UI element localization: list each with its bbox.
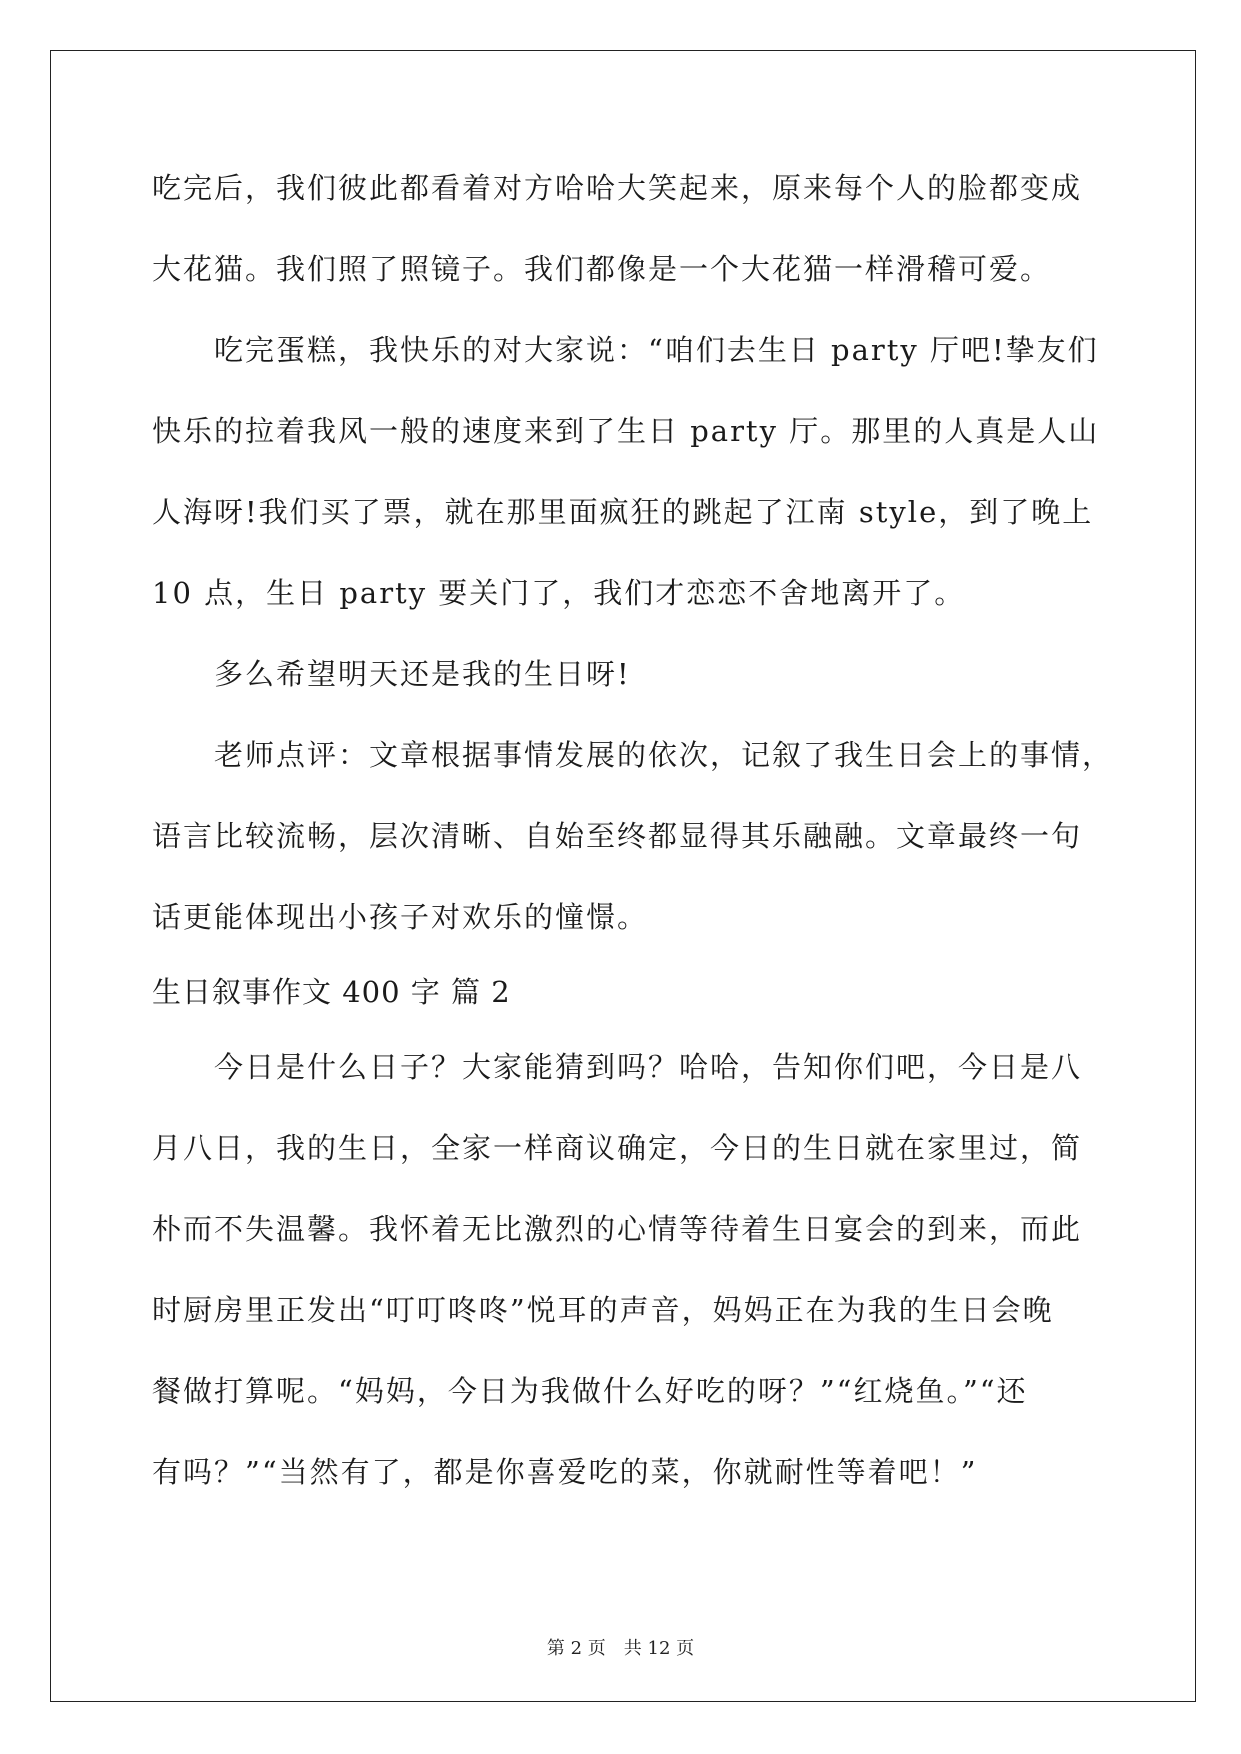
text-line: 快乐的拉着我风一般的速度来到了生日 party 厅。那里的人真是人山 bbox=[152, 414, 1100, 448]
text-line: 大花猫。我们照了照镜子。我们都像是一个大花猫一样滑稽可爱。 bbox=[152, 252, 1052, 286]
text-line: 朴而不失温馨。我怀着无比激烈的心情等待着生日宴会的到来，而此 bbox=[152, 1212, 1083, 1246]
text-line: 今日是什么日子？大家能猜到吗？哈哈，告知你们吧，今日是八 bbox=[214, 1050, 1083, 1084]
text-line: 10 点，生日 party 要关门了，我们才恋恋不舍地离开了。 bbox=[152, 576, 966, 610]
current-page-number: 第 2 页 bbox=[546, 1638, 606, 1659]
text-line: 有吗？”“当然有了，都是你喜爱吃的菜，你就耐性等着吧！” bbox=[152, 1455, 978, 1489]
text-line: 吃完蛋糕，我快乐的对大家说：“咱们去生日 party 厅吧!挚友们 bbox=[214, 333, 1099, 367]
text-line: 多么希望明天还是我的生日呀! bbox=[214, 657, 631, 691]
text-line: 餐做打算呢。“妈妈，今日为我做什么好吃的呀？”“红烧鱼。”“还 bbox=[152, 1374, 1028, 1408]
paragraph bbox=[152, 1027, 1092, 1513]
paragraph bbox=[152, 634, 1092, 715]
text-line: 老师点评：文章根据事情发展的依次，记叙了我生日会上的事情， bbox=[214, 738, 1114, 772]
paragraph bbox=[152, 715, 1114, 958]
text-line: 月八日，我的生日，全家一样商议确定，今日的生日就在家里过，简 bbox=[152, 1131, 1083, 1165]
paragraph bbox=[152, 148, 1092, 310]
section-heading: 生日叙事作文 400 字 篇 2 bbox=[152, 975, 511, 1009]
page-footer bbox=[0, 1634, 1241, 1660]
text-line: 吃完后，我们彼此都看着对方哈哈大笑起来，原来每个人的脸都变成 bbox=[152, 171, 1083, 205]
text-line: 时厨房里正发出“叮叮咚咚”悦耳的声音，妈妈正在为我的生日会晚 bbox=[152, 1293, 1054, 1327]
document-body bbox=[152, 148, 1114, 1513]
text-line: 话更能体现出小孩子对欢乐的憧憬。 bbox=[152, 900, 649, 934]
text-line: 语言比较流畅，层次清晰、自始至终都显得其乐融融。文章最终一句 bbox=[152, 819, 1083, 853]
paragraph bbox=[152, 310, 1100, 634]
total-page-count: 共 12 页 bbox=[623, 1638, 695, 1659]
text-line: 人海呀!我们买了票，就在那里面疯狂的跳起了江南 style，到了晚上 bbox=[152, 495, 1094, 529]
